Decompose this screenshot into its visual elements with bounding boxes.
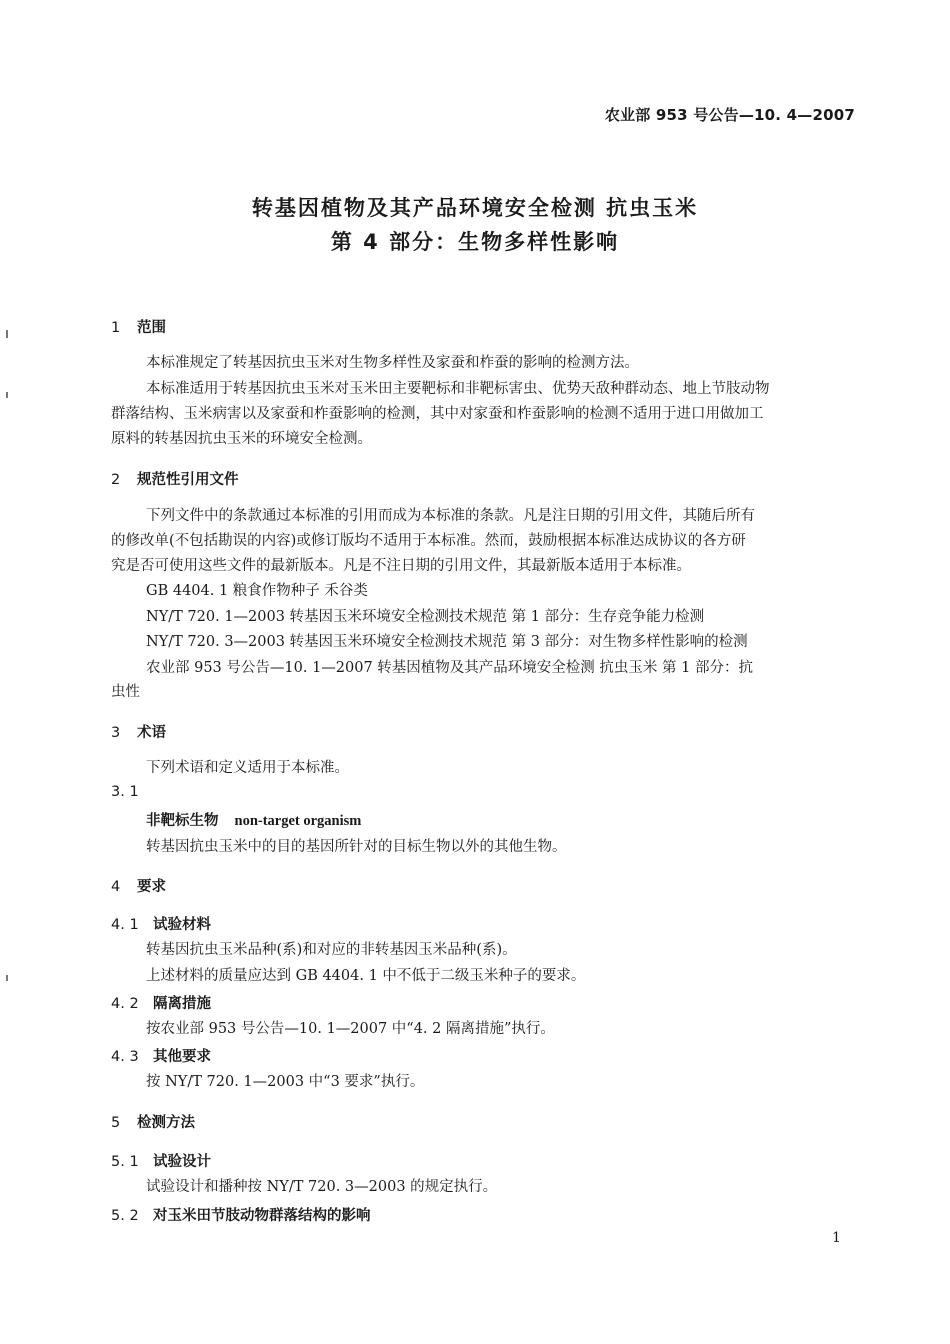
section-number: 1 xyxy=(111,320,121,336)
section-heading-2 xyxy=(111,468,239,489)
paragraph: 下列术语和定义适用于本标准。 xyxy=(146,760,349,776)
section-title: 术语 xyxy=(137,725,166,741)
section-title: 规范性引用文件 xyxy=(137,472,239,488)
subsection-title: 试验材料 xyxy=(153,917,211,933)
section-title: 要求 xyxy=(137,879,166,895)
subsection-heading-3-1 xyxy=(111,784,153,800)
subsection-heading-4-1 xyxy=(111,913,211,934)
reference-item-continued: 虫性 xyxy=(111,684,140,700)
term-entry xyxy=(146,809,361,834)
subsection-number: 4. 1 xyxy=(111,917,139,933)
paragraph-continued: 的修改单(不包括勘误的内容)或修订版均不适用于本标准。然而，鼓励根据本标准达成协议的各方研 xyxy=(111,533,746,549)
section-number: 5 xyxy=(111,1115,121,1131)
subsection-title: 试验设计 xyxy=(153,1154,211,1170)
paragraph: 本标准规定了转基因抗虫玉米对生物多样性及家蚕和柞蚕的影响的检测方法。 xyxy=(146,355,639,371)
subsection-heading-4-2 xyxy=(111,992,211,1013)
section-heading-5 xyxy=(111,1111,195,1132)
reference-item: NY/T 720. 1—2003 转基因玉米环境安全检测技术规范 第 1 部分：生存竞争能力检测 xyxy=(146,609,705,625)
term-chinese: 非靶标生物 xyxy=(146,813,219,829)
subsection-heading-4-3 xyxy=(111,1045,211,1066)
section-number: 2 xyxy=(111,472,121,488)
paragraph: 按农业部 953 号公告—10. 1—2007 中“4. 2 隔离措施”执行。 xyxy=(146,1021,555,1037)
subsection-heading-5-2 xyxy=(111,1204,371,1225)
subsection-number: 4. 3 xyxy=(111,1049,139,1065)
paragraph: 试验设计和播种按 NY/T 720. 3—2003 的规定执行。 xyxy=(146,1179,498,1195)
title-line-2: 第 4 部分：生物多样性影响 xyxy=(330,230,620,254)
reference-item: NY/T 720. 3—2003 转基因玉米环境安全检测技术规范 第 3 部分：对生物多样性影响的检测 xyxy=(146,634,748,650)
paragraph-continued: 群落结构、玉米病害以及家蚕和柞蚕影响的检测，其中对家蚕和柞蚕影响的检测不适用于进口用做加工 xyxy=(111,406,764,422)
reference-item: GB 4404. 1 粮食作物种子 禾谷类 xyxy=(146,583,368,599)
paragraph-continued: 究是否可使用这些文件的最新版本。凡是不注日期的引用文件，其最新版本适用于本标准。 xyxy=(111,558,691,574)
section-title: 范围 xyxy=(137,320,166,336)
subsection-number: 5. 1 xyxy=(111,1154,139,1170)
subsection-title: 对玉米田节肢动物群落结构的影响 xyxy=(153,1208,371,1224)
subsection-number: 5. 2 xyxy=(111,1208,139,1224)
paragraph: 本标准适用于转基因抗虫玉米对玉米田主要靶标和非靶标害虫、优势天敌种群动态、地上节肢动物 xyxy=(146,381,770,397)
paragraph: 上述材料的质量应达到 GB 4404. 1 中不低于二级玉米种子的要求。 xyxy=(146,968,586,984)
scan-mark xyxy=(6,330,8,338)
term-definition: 转基因抗虫玉米中的目的基因所针对的目标生物以外的其他生物。 xyxy=(146,839,567,855)
subsection-title: 隔离措施 xyxy=(153,996,211,1012)
subsection-title: 其他要求 xyxy=(153,1049,211,1065)
scan-mark xyxy=(6,975,8,981)
section-heading-3 xyxy=(111,721,166,742)
paragraph: 下列文件中的条款通过本标准的引用而成为本标准的条款。凡是注日期的引用文件，其随后所有 xyxy=(146,508,755,524)
paragraph: 按 NY/T 720. 1—2003 中“3 要求”执行。 xyxy=(146,1074,425,1090)
paragraph: 转基因抗虫玉米品种(系)和对应的非转基因玉米品种(系)。 xyxy=(146,942,517,958)
document-number: 农业部 953 号公告—10. 4—2007 xyxy=(604,106,855,124)
subsection-number: 3. 1 xyxy=(111,784,139,800)
section-number: 3 xyxy=(111,725,121,741)
page-number: 1 xyxy=(832,1230,841,1246)
subsection-number: 4. 2 xyxy=(111,996,139,1012)
term-english: non-target organism xyxy=(234,813,362,829)
section-heading-1 xyxy=(111,316,166,337)
section-number: 4 xyxy=(111,879,121,895)
paragraph-continued: 原料的转基因抗虫玉米的环境安全检测。 xyxy=(111,431,372,447)
subsection-heading-5-1 xyxy=(111,1150,211,1171)
reference-item: 农业部 953 号公告—10. 1—2007 转基因植物及其产品环境安全检测 抗虫玉米 第 1 部分：抗 xyxy=(146,660,753,676)
section-title: 检测方法 xyxy=(137,1115,195,1131)
scan-mark xyxy=(6,392,8,398)
section-heading-4 xyxy=(111,875,166,896)
title-line-1: 转基因植物及其产品环境安全检测 抗虫玉米 xyxy=(251,196,699,220)
